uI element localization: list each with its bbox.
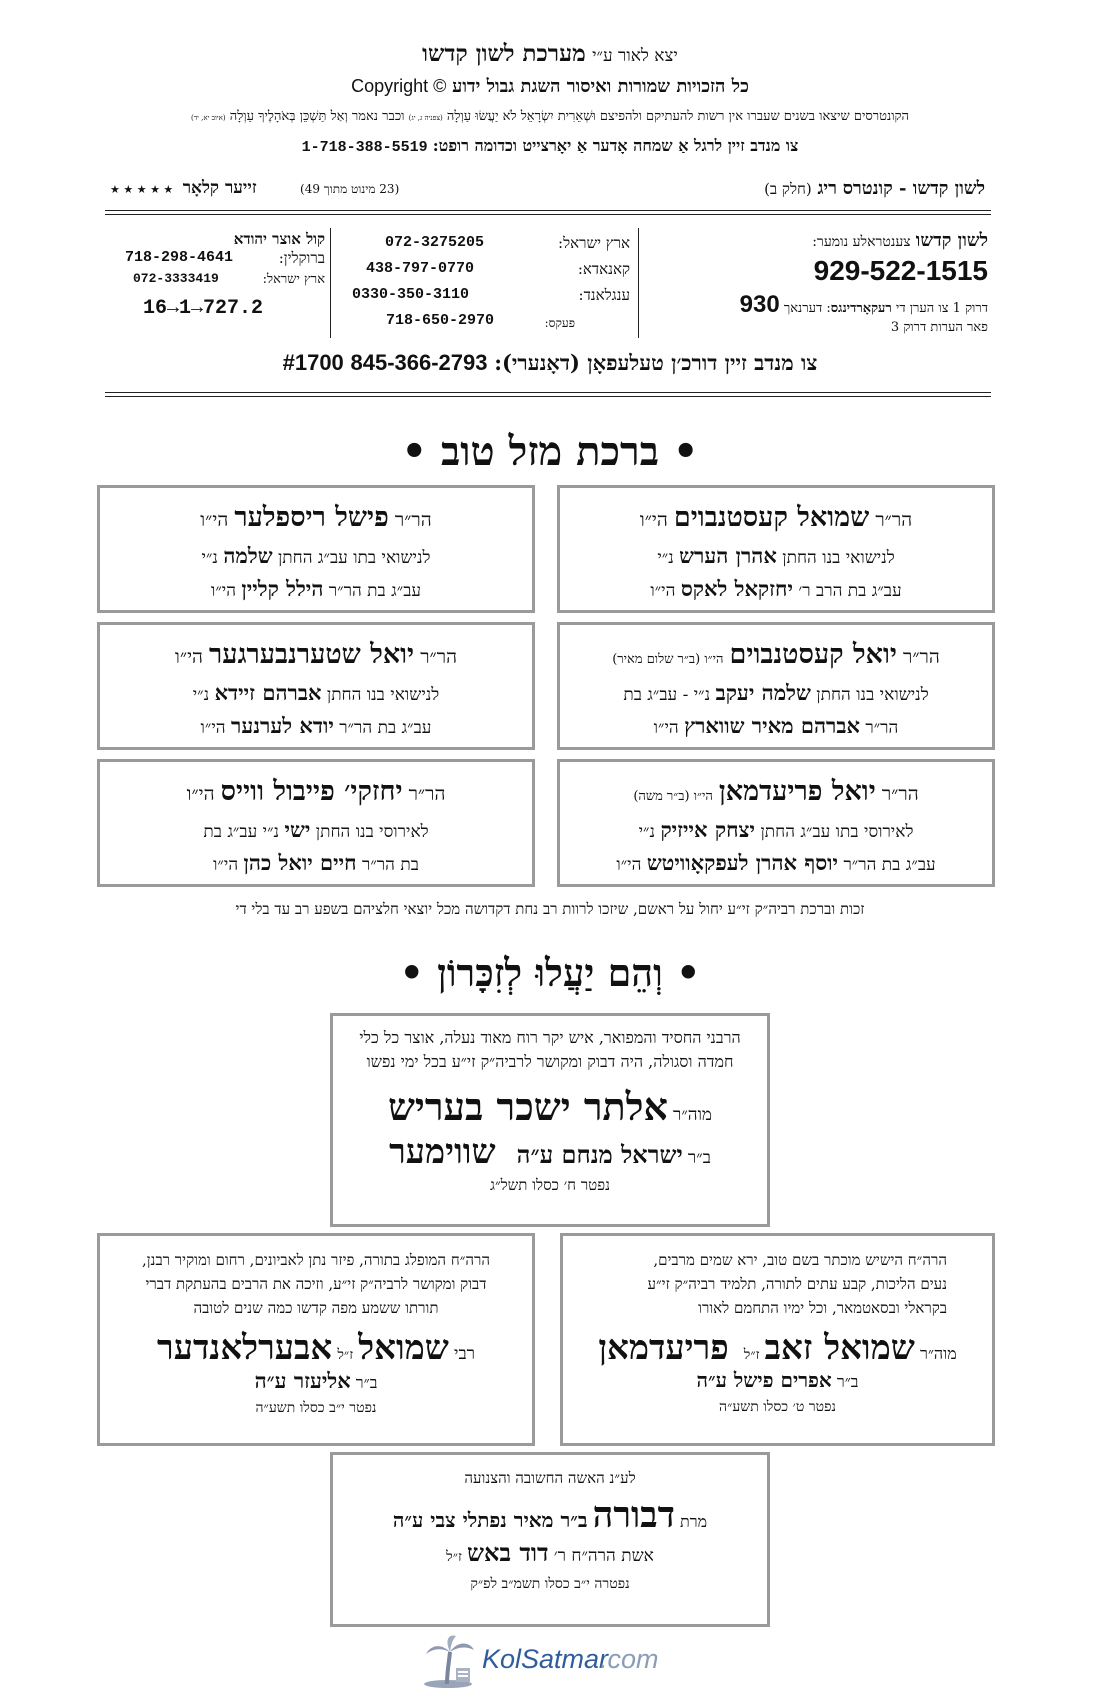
notes-label: פאר הערות דרוק 3 — [890, 320, 988, 335]
mazel-line-3 — [100, 576, 532, 602]
person-name: יואל פריעדמאן — [718, 776, 876, 807]
passing-date: נפטר ט׳ כסלו תשע״ה — [719, 1399, 836, 1415]
title-text: לנישואי בנו החתן — [816, 685, 929, 705]
person-name: יואל שטערנבערגער — [209, 639, 415, 670]
donate-code: #1700 — [282, 350, 344, 375]
mazel-line-3 — [560, 576, 992, 602]
press-label: דרוק 1 צו הערן די — [895, 301, 988, 316]
title-text: נ״י — [638, 822, 656, 842]
brooklyn-phone[interactable]: 718-298-4641 — [125, 249, 234, 266]
england-phone[interactable]: 0330-350-3110 — [352, 286, 470, 303]
kol-label: קול אוצר יהודא — [233, 230, 325, 248]
father-prefix: ב״ר — [355, 1373, 378, 1392]
person-name: הילל קליין — [241, 576, 324, 601]
mazel-box — [97, 485, 535, 613]
intro-line: חמדה וסגולה, היה דבוק ומקושר לרביה״ק זי״ע בכל ימי נפשו — [366, 1052, 734, 1071]
kol-otzar-block — [125, 230, 325, 320]
person-name: פישל ריספלער — [234, 502, 389, 533]
person-name: יצחק אייזיק — [660, 817, 756, 842]
mazel-line-3 — [100, 850, 532, 876]
memorial-title: • וְהֵם יַעֲלוּ לְזִכָּרוֹן • — [399, 950, 701, 995]
person-name: יודא לערנער — [231, 713, 334, 738]
header-line3 — [20, 108, 1080, 124]
title-text: עב״ג בת הר״ר — [339, 718, 432, 738]
person-name: שלמה יעקב — [715, 680, 811, 705]
person-name: יחזקי׳ פייבול ווייס — [220, 776, 403, 807]
intro-line: הרבני החסיד והמפואר, איש יקר רוח מאוד נעלה, אוצר כל כלי — [359, 1028, 741, 1047]
title-text: נ״י - עב״ג בת — [623, 685, 711, 705]
series-part-name: ריג — [817, 178, 837, 199]
header-line2 — [0, 76, 1100, 97]
verse-ref-2: (איוב יא, יד) — [191, 114, 226, 122]
mazel-box — [557, 622, 995, 750]
series-title: לשון קדשו - קונטרס — [842, 178, 985, 199]
zl-suffix: ז״ל — [743, 1347, 760, 1363]
mazel-line-1 — [560, 639, 992, 670]
press-bold: רעקאָרדינגס — [830, 301, 892, 316]
title-text: הי״ו (ב״ר שלום מאיר) — [612, 652, 724, 667]
passing-date: נפטרה י״ב כסלו תשמ״ב לפ״ק — [470, 1576, 630, 1592]
site-tld: .com — [600, 1644, 659, 1674]
mazel-line-1 — [100, 776, 532, 807]
rights-text: כל הזכויות שמורות ואיסור השגת גבול ידוע — [452, 76, 749, 97]
series-part: (חלק ב) — [764, 180, 812, 198]
husband-name: דוד באש — [467, 1538, 549, 1567]
title-text: עב״ג בת הר״ר — [843, 855, 936, 875]
title-text: הי״ו — [210, 581, 237, 601]
title-text: לאירוסי בנו החתן — [315, 822, 429, 842]
father-prefix: ב״ר — [687, 1148, 711, 1168]
rating-stars: ★ ★ ★ ★ ★ — [110, 183, 174, 196]
mazel-box — [557, 485, 995, 613]
central-number-block — [739, 230, 988, 335]
press-suffix: : דערנאך — [783, 301, 831, 316]
person-name: אברהם מאיר שווארץ — [684, 713, 860, 738]
surname: פריעדמאן — [598, 1328, 729, 1368]
kol-israel-phone[interactable]: 072-3333419 — [133, 271, 219, 286]
intro-line: נעים הליכות, קבע עתים לתורה, תלמיד רביה״ק זי״ע — [647, 1275, 947, 1293]
deceased-name: דבורה — [592, 1494, 675, 1536]
title-text: עב״ג בת הרב ר׳ — [798, 581, 902, 601]
divider-top-2 — [105, 214, 991, 215]
central-sub: צענטראלע נומער: — [812, 234, 911, 250]
publisher-prefix: יצא לאור ע״י — [592, 46, 678, 66]
mazel-box — [557, 759, 995, 887]
title-text: נ״י עב״ג בת — [203, 822, 280, 842]
intro-line: בקראלי ובסאטמאר, וכל ימיו התחמם לאורו — [698, 1299, 947, 1317]
site-name: KolSatmar — [482, 1644, 609, 1674]
title-text: נ״י — [192, 685, 210, 705]
memorial-box-left — [97, 1233, 535, 1446]
name-prefix: רבי — [453, 1344, 475, 1364]
name-prefix: מוה״ר — [919, 1344, 957, 1363]
england-label: ענגלאנד: — [578, 286, 630, 304]
person-name: יחזקאל לאקס — [680, 576, 793, 601]
title-text: הר״ר — [865, 718, 899, 738]
title-text: הי״ו — [653, 718, 679, 738]
intro-line: תורתו ששמע מפה קדשו כמה שנים לטובה — [193, 1299, 439, 1317]
person-name: אברהם זיידא — [214, 680, 322, 705]
title-text: הי״ו — [650, 581, 676, 601]
passing-date: נפטר ח׳ כסלו תשל״ג — [490, 1176, 610, 1194]
donate-line — [0, 350, 1100, 376]
title-text: הר״ר — [875, 509, 913, 531]
memorial-intro — [100, 1248, 532, 1320]
mazel-tov-title: • ברכת מזל טוב • — [401, 428, 699, 475]
zl-suffix: ז״ל — [337, 1347, 354, 1363]
mazel-line-3 — [560, 713, 992, 739]
blessing-line: זכות וברכת רביה״ק זי״ע יחול על ראשם, שיזכו לרוות רב נחת דקדושה מכל יוצאי חלציהם בשפע רב עד בלי די — [235, 900, 865, 918]
mazel-line-1 — [560, 502, 992, 533]
kol-extension: 16→1→727.2 — [143, 297, 264, 320]
person-name: חיים יואל כהן — [243, 850, 357, 875]
title-text: נ״י — [201, 548, 218, 568]
mazel-line-3 — [560, 850, 992, 876]
israel-label: ארץ ישראל: — [558, 234, 630, 252]
title-text: הר״ר — [420, 646, 458, 668]
mazel-line-3 — [100, 713, 532, 739]
title-text: הי״ו — [186, 783, 215, 805]
mazel-line-1 — [560, 776, 992, 807]
dedication-text: צו מנדב זיין לרגל אַ שמחה אָדער אַ יאָרצייט וכדומה רופט: — [432, 136, 799, 155]
father-name: ישראל מנחם ע״ה — [516, 1140, 683, 1169]
rating — [110, 178, 257, 198]
title-text: לאירוסי בתו עב״ג החתן — [760, 822, 914, 842]
canada-label: קאנאדא: — [577, 260, 630, 278]
mazel-line-2 — [560, 680, 992, 706]
rating-label: זייער קלאָר — [182, 178, 257, 198]
kol-israel-label: ארץ ישראל: — [262, 272, 325, 287]
divider-bottom-2 — [105, 396, 991, 397]
central-phone[interactable]: 929-522-1515 — [813, 255, 988, 286]
name-prefix: מרת — [679, 1512, 708, 1531]
shiur-title — [764, 178, 985, 199]
title-text: לנישואי בנו החתן — [326, 685, 440, 705]
person-name: שלמה — [223, 543, 273, 568]
mazel-line-2 — [100, 543, 532, 569]
mazel-box — [97, 759, 535, 887]
brooklyn-label: ברוקלין: — [278, 249, 325, 267]
title-text: נ״י — [657, 548, 674, 568]
title-text: הר״ר — [881, 783, 919, 805]
memorial-box-top — [330, 1013, 770, 1227]
title-text: לנישואי בתו עב״ג החתן — [277, 548, 431, 568]
reprint-notice-2: וכבר נאמר וְאַל תַּשְׁכֵּן בְּאֹהָלֶיךָ עַוְלָה — [229, 109, 405, 124]
international-block — [340, 234, 630, 338]
person-name: אהרן הערש — [679, 543, 777, 568]
israel-phone[interactable]: 072-3275205 — [385, 234, 485, 251]
wife-prefix: אשת הרה״ח ר׳ — [553, 1546, 654, 1566]
intro-line: הרה״ח המופלג בתורה, פיזר נתן לאביונים, רחום ומוקיר רבנן, — [141, 1251, 491, 1269]
zl-suffix: ז״ל — [446, 1549, 462, 1565]
press-number: 930 — [739, 291, 780, 318]
mazel-line-2 — [560, 543, 992, 569]
donate-phone[interactable]: 845-366-2793 — [350, 350, 488, 375]
fax-label: פעקס: — [544, 316, 575, 330]
person-name: יוסף אהרן לעפקאָוויטש — [646, 850, 839, 875]
dedication-phone[interactable]: 1-718-388-5519 — [301, 139, 428, 156]
mazel-line-2 — [100, 817, 532, 843]
title-text: הי״ו — [174, 646, 203, 668]
divider-bottom-1 — [105, 392, 991, 393]
memorial-box-right — [560, 1233, 995, 1446]
mazel-line-2 — [100, 680, 532, 706]
title-text: הי״ו (ב״ר משה) — [633, 789, 713, 804]
mazel-line-1 — [100, 502, 532, 533]
title-text: הר״ר — [394, 509, 432, 531]
intro-line: הרה״ח הישיש מוכתר בשם טוב, ירא שמים מרבים, — [653, 1251, 947, 1269]
surname: שווימער — [389, 1132, 496, 1172]
memorial-intro — [333, 1026, 767, 1074]
title-text: הי״ו — [213, 855, 239, 875]
memorial-box-bottom — [330, 1452, 770, 1627]
canada-phone[interactable]: 438-797-0770 — [366, 260, 475, 277]
title-text: הי״ו — [200, 718, 226, 738]
verse-ref-1: (צפניה ג, יג) — [408, 114, 443, 122]
title-text: הי״ו — [616, 855, 642, 875]
reprint-notice: הקונטרסים שיצאו בשנים שעברו אין רשות להעתיקם ולהפיצם וּשְׁאֵרִית יִשְׂרָאֵל לֹא יַעֲשׂוּ עַוְלָה — [446, 109, 909, 124]
fax-phone[interactable]: 718-650-2970 — [386, 312, 495, 329]
central-label: לשון קדשו — [915, 230, 988, 251]
passing-date: נפטר י״ב כסלו תשע״ה — [255, 1400, 377, 1416]
donate-text: צו מנדב זיין דורכ׳ן טעלעפאָן (דאָנערי): — [494, 350, 818, 375]
father-name: ב״ר מאיר נפתלי צבי ע״ה — [392, 1508, 588, 1532]
deceased-name: שמואל — [358, 1328, 449, 1368]
duration-text: (23 מינוט מתוך 49) — [300, 182, 400, 196]
mazel-line-1 — [100, 639, 532, 670]
divider-top-1 — [105, 210, 991, 211]
header-line1 — [0, 40, 1100, 67]
palm-tree-logo — [420, 1632, 476, 1690]
title-text: הי״ו — [200, 509, 229, 531]
intro-line: דבוק ומקושר לרביה״ק זי״ע, וזיכה את הרבים בהעתקת דברי — [145, 1275, 487, 1293]
deceased-name: אלתר ישכר בעריש — [387, 1084, 668, 1129]
person-name: שמואל קעסטנבוים — [673, 502, 870, 533]
father-name: אליעזר ע״ה — [254, 1368, 351, 1393]
father-name: אפרים פישל ע״ה — [696, 1368, 832, 1392]
copyright-text: Copyright © — [351, 76, 447, 96]
publisher-name: מערכת לשון קדשו — [422, 40, 586, 67]
vertical-divider-2 — [330, 228, 331, 338]
header-line4 — [0, 136, 1100, 156]
mazel-box — [97, 622, 535, 750]
title-text: הר״ר — [902, 646, 940, 668]
name-prefix: מוה״ר — [673, 1105, 713, 1125]
vertical-divider-1 — [638, 228, 639, 338]
title-text: בת הר״ר — [362, 855, 419, 875]
person-name: יואל קעסטנבוים — [729, 639, 897, 670]
memorial-intro — [563, 1248, 992, 1320]
father-prefix: ב״ר — [836, 1372, 859, 1391]
title-text: לנישואי בנו החתן — [782, 548, 895, 568]
deceased-name: שמואל זאב — [764, 1328, 915, 1368]
title-text: הר״ר — [408, 783, 446, 805]
footer-logo[interactable] — [420, 1632, 690, 1690]
mazel-line-2 — [560, 817, 992, 843]
title-text: עב״ג בת הר״ר — [328, 581, 422, 601]
memorial-intro: לע״נ האשה החשובה והצנועה — [464, 1469, 636, 1487]
person-name: ישי — [284, 817, 311, 842]
surname: אבערלאנדער — [157, 1328, 333, 1368]
title-text: הי״ו — [639, 509, 668, 531]
